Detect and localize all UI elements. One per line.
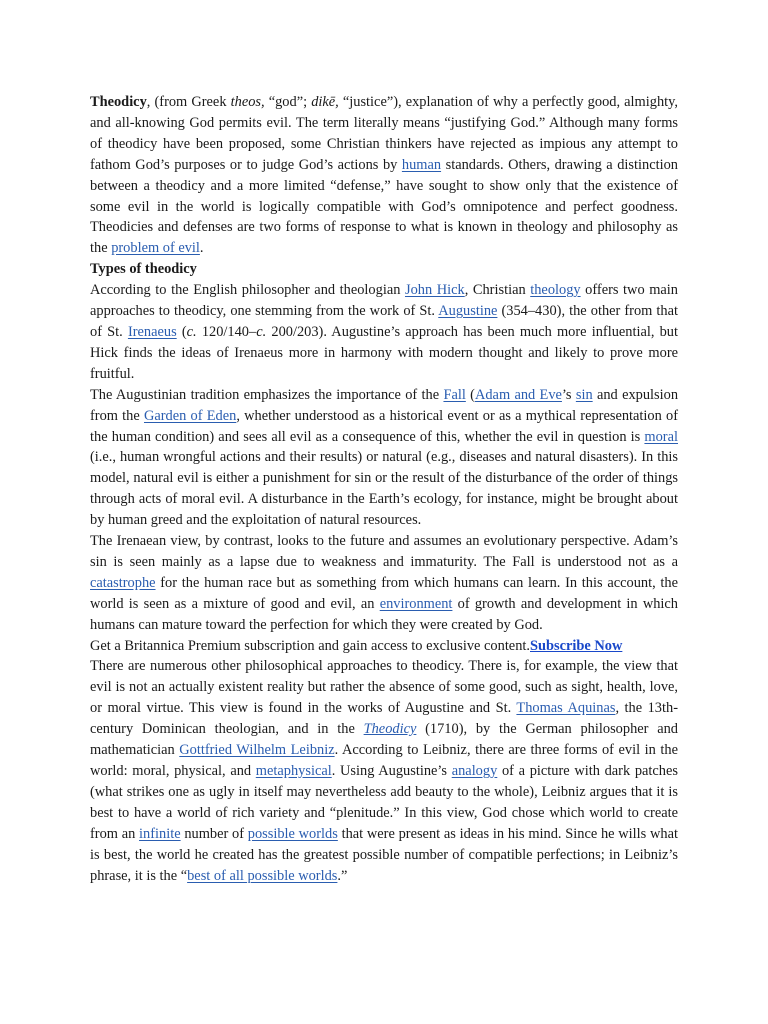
link-infinite[interactable]: infinite [139,825,181,842]
link-environment[interactable]: environment [379,595,453,612]
link-theology[interactable]: theology [530,282,581,299]
link-possible-worlds[interactable]: possible worlds [247,825,338,842]
link-problem-of-evil[interactable]: problem of evil [111,240,200,257]
link-fall[interactable]: Fall [443,386,466,403]
paragraph-other-approaches: There are numerous other philosophical approaches to theodicy. There is, for example, the view that evil is not an actually existent reality but rather the absence of some good, such as sight, health, love, or moral virtue. This view is found in the works of Augustine and St. Thomas Aquinas, the 13th-century Dominican theologian, and in the Theodicy (1710), by the German philosopher and mathematician Gottfried Wilhelm Leibniz. According to Leibniz, there are three forms of evil in the world: moral, physical, and metaphysical. Using Augustine’s analogy of a picture with dark patches (what strikes one as ugly in itself may nevertheless add beauty to the whole), Leibniz argues that it is best to have a world of rich variety and “plenitude.” In this view, God chose which world to create from an infinite number of possible worlds that were present as ideas in his mind. Since he wills what is best, the world he created has the greatest possible number of compatible perfections; in Leibniz’s phrase, it is the “best of all possible worlds.” [90,658,678,884]
link-sin[interactable]: sin [575,386,593,403]
link-analogy[interactable]: analogy [451,763,498,779]
link-john-hick[interactable]: John Hick [404,282,465,299]
link-theodicy-book[interactable]: Theodicy [363,721,417,738]
subscribe-now-link[interactable]: Subscribe Now [530,637,623,654]
link-metaphysical[interactable]: metaphysical [255,763,332,779]
article-body [90,92,678,886]
paragraph-augustinian: The Augustinian tradition emphasizes the importance of the Fall (Adam and Eve’s sin and expulsion from the Garden of Eden, whether understood as a historical event or as a mythical representation of the human condition) and sees all evil as a consequence of this, whether the evil in question is moral (i.e., human wrongful actions and their results) or natural (e.g., diseases and natural disasters). In this model, natural evil is either a punishment for sin or the result of the disturbance of the order of things through acts of moral evil. A disturbance in the Earth’s ecology, for instance, might be brought about by human greed and the exploitation of natural resources. [90,386,679,529]
link-best-of-all-possible-worlds[interactable]: best of all possible worlds [187,867,338,884]
paragraph-intro: Theodicy, (from Greek theos, “god”; dikē, “justice”), explanation of why a perfectly good, almighty, and all-knowing God permits evil. The term literally means “justifying God.” Although many forms of theodicy have been proposed, some Christian thinkers have rejected as impious any attempt to fathom God’s purposes or to judge God’s actions by human standards. Others, drawing a distinction between a theodicy and a more limited “defense,” have sought to show only that the existence of some evil in the world is logically compatible with God’s omnipotence and perfect goodness. Theodicies and defenses are two forms of response to what is known in theology and philosophy as the problem of evil. [90,94,678,257]
link-catastrophe[interactable]: catastrophe [90,574,156,591]
link-adam-and-eve[interactable]: Adam and Eve [474,386,562,403]
link-irenaeus[interactable]: Irenaeus [127,323,177,340]
paragraph-irenaean: The Irenaean view, by contrast, looks to the future and assumes an evolutionary perspective. Adam’s sin is seen mainly as a lapse due to weakness and immaturity. The Fall is understood not as a catastrophe for the human race but as something from which humans can learn. In this account, the world is seen as a mixture of good and evil, an environment of growth and development in which humans can mature toward the perfection for which they were created by God. [90,533,679,633]
link-moral[interactable]: moral [644,428,678,445]
paragraph-hick: According to the English philosopher and theologian John Hick, Christian theology offers two main approaches to theodicy, one stemming from the work of St. Augustine (354–430), the other from that of St. Irenaeus (c. 120/140–c. 200/203). Augustine’s approach has been much more influential, but Hick finds the ideas of Irenaeus more in harmony with modern thought and likely to prove more fruitful. [90,282,679,382]
link-human[interactable]: human [401,156,442,173]
link-augustine[interactable]: Augustine [438,303,498,320]
link-garden-of-eden[interactable]: Garden of Eden [143,407,237,424]
link-thomas-aquinas[interactable]: Thomas Aquinas [516,700,616,717]
heading-types-of-theodicy: Types of theodicy [90,261,197,278]
term-theodicy: Theodicy [90,94,147,110]
promo-line: Get a Britannica Premium subscription and gain access to exclusive content.Subscribe Now [90,637,623,654]
link-leibniz[interactable]: Gottfried Wilhelm Leibniz [179,742,335,759]
